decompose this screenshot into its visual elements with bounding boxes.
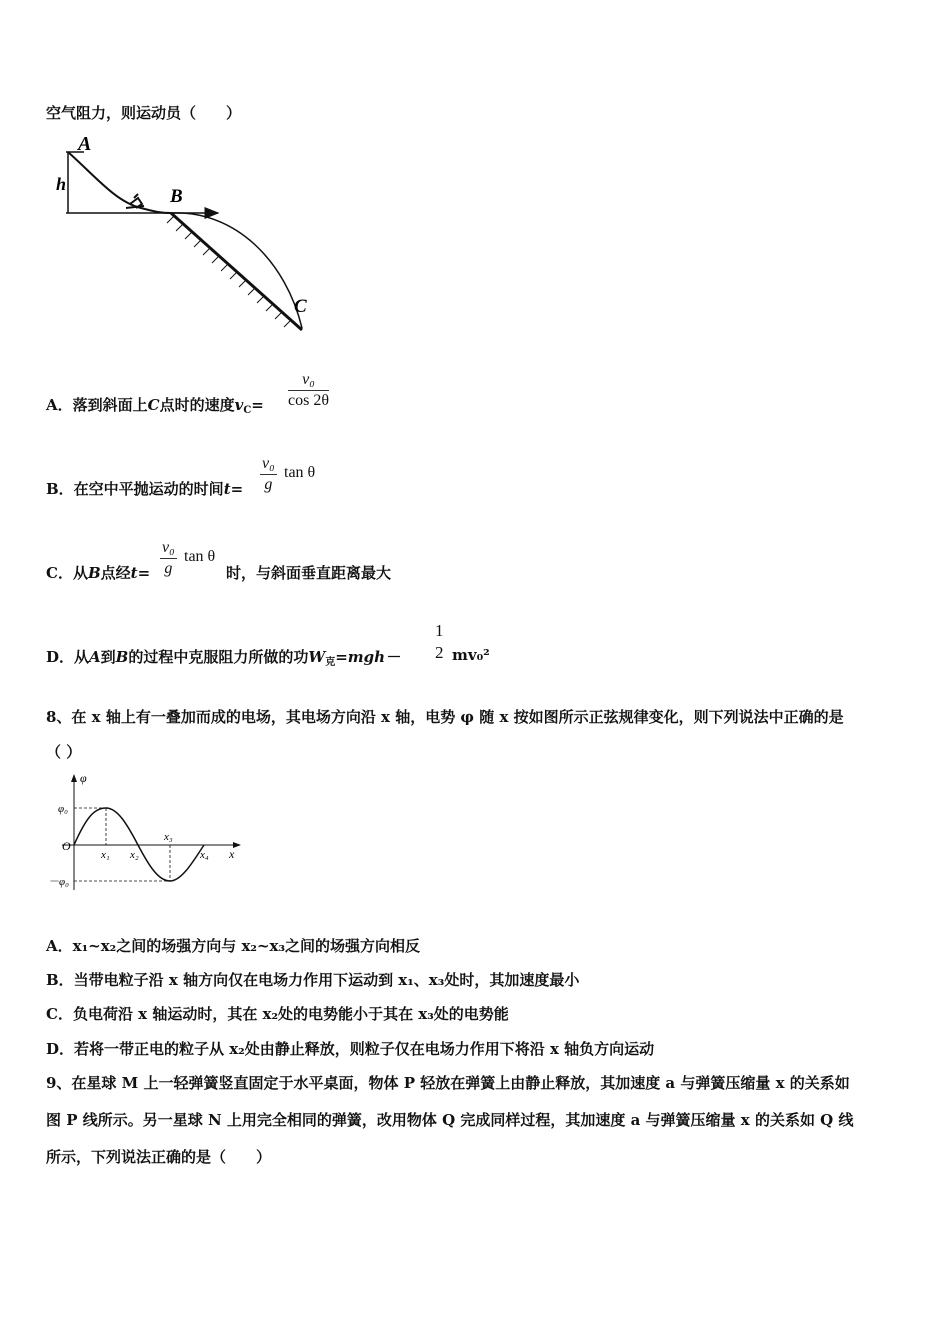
q7-b-prefix: B．在空中平抛运动的时间 — [46, 480, 224, 498]
incline-hatching — [167, 216, 291, 327]
potential-graph — [44, 770, 254, 895]
q7-c-fraction — [160, 539, 177, 578]
q7-a-prefix: A．落到斜面上 — [46, 396, 148, 414]
q7-a-mid: 点时的速度 — [159, 396, 235, 414]
q7-b-fraction — [260, 455, 277, 494]
q7-d-to: 到 — [100, 648, 116, 666]
q7-c-eq: = — [137, 564, 151, 582]
origin-label: O — [62, 839, 71, 853]
q7-c-t: t — [130, 564, 138, 582]
label-C: C — [294, 296, 307, 317]
q7-d-prefix: D．从 — [46, 648, 90, 666]
q7-a-eq: = — [251, 396, 264, 414]
q8-option-b: B．当带电粒子沿 x 轴方向仅在电场力作用下运动到 x₁、x₃处时，其加速度最小 — [46, 971, 580, 989]
q7-c-prefix: C．从 — [46, 564, 88, 582]
phi0-label: φ₀ — [58, 803, 68, 815]
phi-label: φ — [80, 771, 87, 785]
q7-d-A: A — [89, 648, 101, 666]
q7-d-num: 1 — [435, 621, 444, 640]
x1-label: x₁ — [101, 849, 110, 861]
q7-d-B: B — [115, 648, 129, 666]
q7-a-point: C — [147, 396, 160, 414]
q7-d-den: 2 — [435, 643, 444, 662]
q8-stem-line1: 8、在 x 轴上有一叠加而成的电场，其电场方向沿 x 轴，电势 φ 随 x 按如图所示正弦规律变化，则下列说法中正确的是 — [46, 708, 844, 726]
q7-b-eq: = — [230, 480, 244, 498]
q7-c-tan: tan θ — [184, 548, 216, 565]
label-B: B — [170, 186, 183, 207]
q7-c-tail: 时，与斜面垂直距离最大 — [226, 564, 392, 582]
ski-jump-figure — [46, 132, 326, 342]
q9-line3: 所示，下列说法正确的是（ ） — [46, 1148, 272, 1166]
q7-d-eq: =mgh－ — [335, 648, 401, 666]
q7-b-num: v₀ — [260, 455, 277, 475]
q7-a-num: v₀ — [288, 371, 329, 391]
q7-c-num: v₀ — [160, 539, 177, 559]
q7-c-den: g — [164, 560, 173, 577]
neg-phi0-label: －φ₀ — [48, 876, 69, 888]
x4-label: x₄ — [200, 849, 209, 861]
q7-d-fraction — [433, 621, 446, 663]
q8-option-a: A．x₁~x₂之间的场强方向与 x₂~x₃之间的场强方向相反 — [46, 937, 421, 955]
q7-a-v: v — [234, 396, 244, 414]
q7-a-den: cos 2θ — [288, 392, 329, 409]
q7-d-sub: 克 — [325, 657, 336, 668]
q7-d-tail: mv₀² — [452, 646, 490, 664]
q7-b-den: g — [264, 476, 273, 493]
q7-stem-tail: 空气阻力，则运动员（ ） — [46, 104, 242, 122]
q7-b-t: t — [223, 480, 231, 498]
q9-line2: 图 P 线所示。另一星球 N 上用完全相同的弹簧，改用物体 Q 完成同样过程，其加速度 a 与弹簧压缩量 x 的关系如 Q 线 — [46, 1111, 854, 1129]
q7-c-B: B — [87, 564, 101, 582]
q7-option-c — [46, 562, 150, 583]
q7-b-tan: tan θ — [284, 464, 316, 481]
q7-c-mid: 点经 — [100, 564, 131, 582]
ramp-curve — [68, 152, 171, 213]
q7-a-sub: C — [243, 405, 252, 416]
q8-option-d: D．若将一带正电的粒子从 x₂处由静止释放，则粒子仅在电场力作用下将沿 x 轴负方向运动 — [46, 1040, 655, 1058]
q7-a-fraction — [288, 371, 329, 410]
q7-option-d — [46, 646, 400, 668]
q8-stem-line2: （ ） — [46, 743, 82, 761]
q7-d-W: W — [308, 648, 326, 666]
q9-line1: 9、在星球 M 上一轻弹簧竖直固定于水平桌面，物体 P 轻放在弹簧上由静止释放，其加速度 a 与弹簧压缩量 x 的关系如 — [46, 1074, 850, 1092]
q8-option-c: C．负电荷沿 x 轴运动时，其在 x₂处的电势能小于其在 x₃处的电势能 — [46, 1005, 509, 1023]
label-A: A — [78, 133, 92, 155]
label-h: h — [56, 174, 67, 194]
q7-d-mid: 的过程中克服阻力所做的功 — [128, 648, 309, 666]
q7-option-a — [46, 394, 264, 416]
q7-option-b — [46, 478, 243, 499]
x3-label: x₃ — [164, 831, 173, 843]
x-axis-label: x — [229, 847, 235, 861]
x2-label: x₂ — [130, 849, 139, 861]
